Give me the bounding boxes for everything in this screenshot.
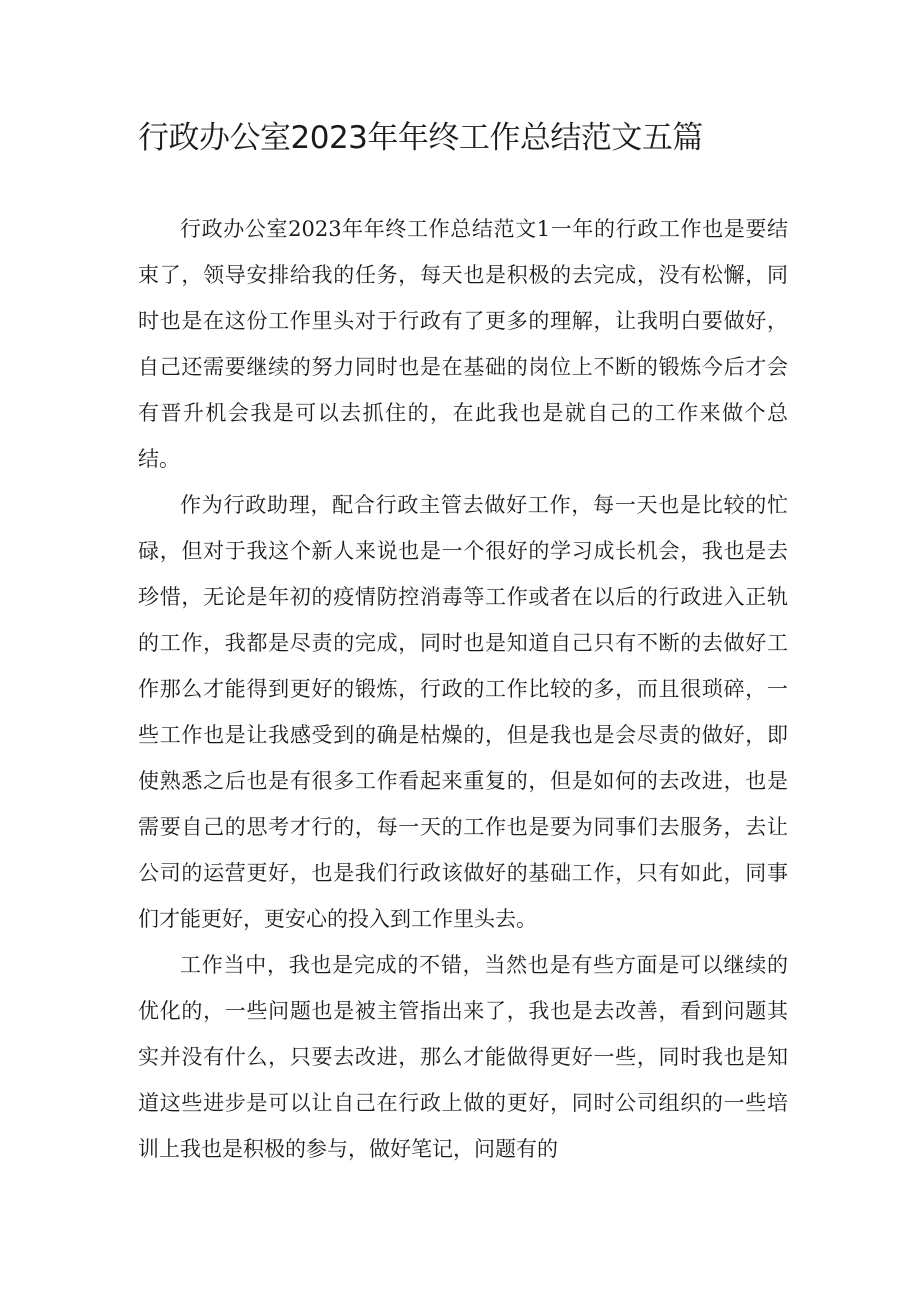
paragraph-2: 作为行政助理，配合行政主管去做好工作，每一天也是比较的忙碌，但对于我这个新人来说也是一个很好的学习成长机会，我也是去珍惜，无论是年初的疫情防控消毒等工作或者在以后的行政进入正轨的工作，我都是尽责的完成，同时也是知道自己只有不断的去做好工作那么才能得到更好的锻炼，行政的工作比较的多，而且很琐碎，一些工作也是让我感受到的确是枯燥的，但是我也是会尽责的做好，即使熟悉之后也是有很多工作看起来重复的，但是如何的去改进，也是需要自己的思考才行的，每一天的工作也是要为同事们去服务，去让公司的运营更好，也是我们行政该做好的基础工作，只有如此，同事们才能更好，更安心的投入到工作里头去。 [138,493,788,931]
paragraph-1: 行政办公室2023年年终工作总结范文1一年的行政工作也是要结束了，领导安排给我的任务，每天也是积极的去完成，没有松懈，同时也是在这份工作里头对于行政有了更多的理解，让我明白要做好，自己还需要继续的努力同时也是在基础的岗位上不断的锻炼今后才会有晋升机会我是可以去抓住的，在此我也是就自己的工作来做个总结。 [138,217,788,471]
document-body [138,206,788,1172]
document-title: 行政办公室2023年年终工作总结范文五篇 [138,120,703,156]
paragraph-3: 工作当中，我也是完成的不错，当然也是有些方面是可以继续的优化的，一些问题也是被主管指出来了，我也是去改善，看到问题其实并没有什么，只要去改进，那么才能做得更好一些，同时我也是知道这些进步是可以让自己在行政上做的更好，同时公司组织的一些培训上我也是积极的参与，做好笔记，问题有的 [138,953,788,1161]
